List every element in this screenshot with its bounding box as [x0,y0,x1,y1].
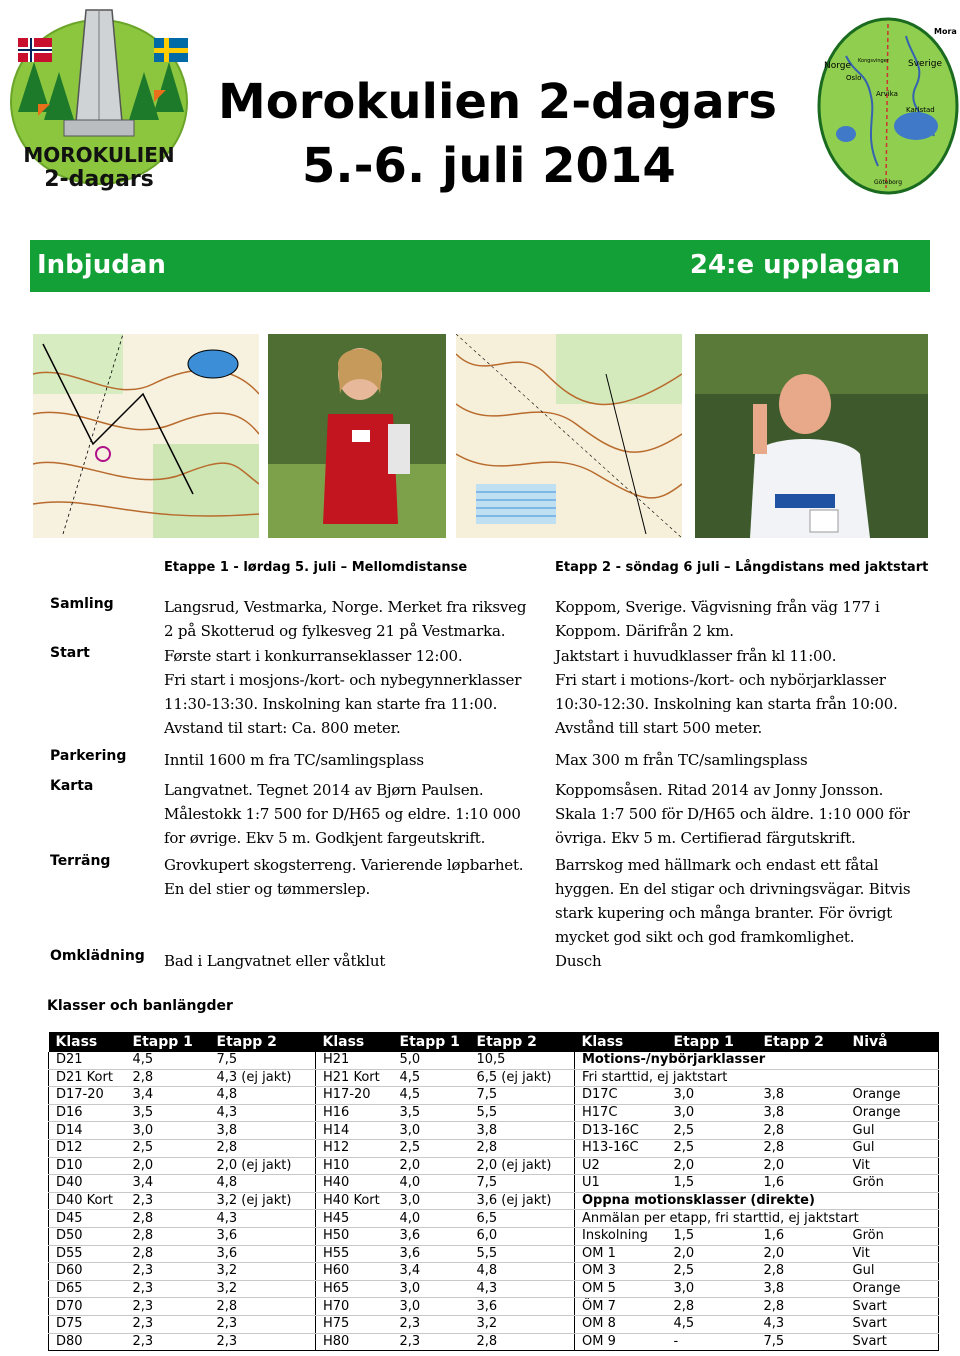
table-cell: U2 [575,1157,667,1175]
klasser-heading: Klasser och banlängder [47,998,233,1014]
label-karta: Karta [50,778,94,794]
table-cell: Orange [846,1280,939,1298]
banner [30,240,930,292]
table-cell: 2,8 [210,1139,316,1157]
table-row [49,1333,939,1351]
table-header-cell: Klass [575,1032,667,1052]
table-cell: 4,5 [393,1087,470,1105]
table-cell: Grön [846,1175,939,1193]
table-cell: 3,0 [667,1280,757,1298]
table-cell: 3,5 [126,1104,210,1122]
table-cell: 2,0 [126,1157,210,1175]
table-cell: Inskolning [575,1227,667,1245]
table-cell: Vit [846,1157,939,1175]
table-header-row [49,1032,939,1052]
table-cell: 3,4 [126,1175,210,1193]
table-cell: 3,8 [470,1122,575,1140]
label-samling: Samling [50,596,114,612]
runner-man-photo [695,334,928,538]
table-cell: 2,8 [757,1122,846,1140]
table-cell: 3,0 [393,1122,470,1140]
table-row [49,1139,939,1157]
map-label-norge: Norge [824,61,852,71]
table-cell: 4,5 [126,1052,210,1069]
table-row [49,1157,939,1175]
table-cell: 4,8 [210,1175,316,1193]
table-cell: H70 [316,1298,393,1316]
table-cell: H17C [575,1104,667,1122]
label-parkering: Parkering [50,748,127,764]
table-cell: 4,3 [757,1315,846,1333]
map-label-oslo: Oslo [846,74,862,82]
table-cell: 3,2 (ej jakt) [210,1192,316,1210]
table-cell: D80 [49,1333,126,1351]
map-label-karlstad: Karlstad [906,106,935,114]
table-cell: 7,5 [757,1333,846,1351]
table-cell: 3,8 [210,1122,316,1140]
table-cell: 3,6 [393,1227,470,1245]
table-row [49,1122,939,1140]
map-label-arvika: Arvika [876,90,898,98]
etapp2-heading: Etapp 2 - söndag 6 juli – Långdistans med jaktstart [555,560,929,575]
table-row [49,1087,939,1105]
table-cell: ÖM 9 [575,1333,667,1351]
table-cell: 2,0 [667,1245,757,1263]
table-cell: Gul [846,1122,939,1140]
table-cell: H75 [316,1315,393,1333]
page-title-line-2: 5.-6. juli 2014 [302,138,676,194]
table-cell: 2,8 [210,1298,316,1316]
table-cell: 2,0 [393,1157,470,1175]
etapp2-karta: Koppomsåsen. Ritad 2014 av Jonny Jonsson. Skala 1:7 500 för D/H65 och äldre. 1:10 000 för övriga. Ekv 5 m. Certifierad färgutskrift. [555,781,910,847]
etappe1-parkering: Inntil 1600 m fra TC/samlingsplass [164,751,424,769]
table-cell: 2,5 [393,1139,470,1157]
table-cell: H65 [316,1280,393,1298]
table-cell: 3,0 [667,1087,757,1105]
table-cell: 2,8 [757,1139,846,1157]
table-row [49,1227,939,1245]
table-cell: 7,5 [470,1087,575,1105]
table-cell: Gul [846,1139,939,1157]
etappe1-terrang: Grovkupert skogsterreng. Varierende løpbarhet. En del stier og tømmerslep. [164,856,524,898]
table-row [49,1263,939,1281]
table-cell: 2,3 [393,1315,470,1333]
table-section-note: Fri starttid, ej jaktstart [575,1069,939,1087]
table-section-note: Anmälan per etapp, fri starttid, ej jaktstart [575,1210,939,1228]
table-header-cell: Etapp 1 [667,1032,757,1052]
table-cell: 2,3 [126,1333,210,1351]
table-cell: ÖM 1 [575,1245,667,1263]
table-cell: H45 [316,1210,393,1228]
table-cell: Orange [846,1104,939,1122]
table-cell: 2,0 [667,1157,757,1175]
table-cell: D16 [49,1104,126,1122]
table-row [49,1104,939,1122]
table-row [49,1175,939,1193]
table-cell: D10 [49,1157,126,1175]
table-cell: 3,6 (ej jakt) [470,1192,575,1210]
table-cell: 2,8 [126,1227,210,1245]
table-cell: 2,8 [757,1298,846,1316]
table-header-cell: Etapp 2 [470,1032,575,1052]
table-cell: U1 [575,1175,667,1193]
table-cell: 2,5 [667,1122,757,1140]
table-cell: 1,6 [757,1175,846,1193]
etapp2-start: Jaktstart i huvudklasser från kl 11:00. Fri start i motions-/kort- och nybörjarklasser 10:30-12:30. Inskolning kan starta från 10:00. Avstånd till start 500 meter. [555,647,898,737]
table-cell: D21 Kort [49,1069,126,1087]
table-cell: 7,5 [470,1175,575,1193]
table-cell: D40 Kort [49,1192,126,1210]
table-cell: 2,0 (ej jakt) [470,1157,575,1175]
table-cell: Orange [846,1087,939,1105]
table-cell: D17-20 [49,1087,126,1105]
table-cell: 2,3 [126,1315,210,1333]
table-row [49,1052,939,1069]
table-cell: D45 [49,1210,126,1228]
table-cell: 4,3 (ej jakt) [210,1069,316,1087]
table-header-cell: Etapp 2 [210,1032,316,1052]
table-cell: Svart [846,1333,939,1351]
table-cell: H21 Kort [316,1069,393,1087]
table-cell: 4,0 [393,1210,470,1228]
table-cell: H21 [316,1052,393,1069]
table-cell: H40 Kort [316,1192,393,1210]
table-cell: D60 [49,1263,126,1281]
table-cell: 2,3 [393,1333,470,1351]
table-cell: 5,0 [393,1052,470,1069]
etappe1-samling: Langsrud, Vestmarka, Norge. Merket fra riksveg 2 på Skotterud og fylkesveg 21 på Vestmarka. [164,598,527,640]
table-cell: 2,0 (ej jakt) [210,1157,316,1175]
etappe1-heading: Etappe 1 - lørdag 5. juli – Mellomdistanse [164,560,468,575]
table-cell: 4,0 [393,1175,470,1193]
logo-text-2: 2-dagars [44,167,154,192]
table-row [49,1315,939,1333]
table-cell: 5,5 [470,1104,575,1122]
table-header-cell: Etapp 2 [757,1032,846,1052]
table-cell: 2,3 [210,1315,316,1333]
table-cell: 2,8 [470,1139,575,1157]
table-cell: 2,8 [667,1298,757,1316]
table-cell: 2,5 [667,1139,757,1157]
table-cell: H12 [316,1139,393,1157]
table-cell: D13-16C [575,1122,667,1140]
etappe1-start: Første start i konkurranseklasser 12:00. Fri start i mosjons-/kort- och nybegynnerklasser 11:30-13:30. Inskolning kan starte fra 11:00. Avstand til start: Ca. 800 meter. [164,647,522,737]
table-cell: D75 [49,1315,126,1333]
etappe1-karta: Langvatnet. Tegnet 2014 av Bjørn Paulsen. Målestokk 1:7 500 for D/H65 og eldre. 1:10 000 for øvrige. Ekv 5 m. Godkjent fargeutskrift. [164,781,521,847]
etappe1-omkladning: Bad i Langvatnet eller våtklut [164,952,386,970]
table-cell: 3,2 [210,1263,316,1281]
table-cell: 2,8 [126,1069,210,1087]
label-start: Start [50,645,90,661]
table-cell: 4,8 [210,1087,316,1105]
table-cell: 2,0 [757,1157,846,1175]
table-cell: 1,6 [757,1227,846,1245]
map-label-kongsvinger: Kongsvinger [858,58,889,64]
table-cell: ÖM 3 [575,1263,667,1281]
table-cell: 3,8 [757,1087,846,1105]
table-cell: 4,3 [210,1210,316,1228]
table-cell: 1,5 [667,1175,757,1193]
table-cell: 3,4 [393,1263,470,1281]
orienteering-map-photo-2 [456,334,682,538]
table-cell: 3,6 [393,1245,470,1263]
map-label-goteborg: Göteborg [874,179,903,186]
table-row [49,1192,939,1210]
table-cell: D12 [49,1139,126,1157]
table-cell: D40 [49,1175,126,1193]
table-cell: 4,3 [210,1104,316,1122]
table-cell: - [667,1333,757,1351]
table-cell: 4,8 [470,1263,575,1281]
label-omkladning: Omklädning [50,948,145,964]
table-cell: 2,3 [126,1298,210,1316]
table-cell: 6,5 (ej jakt) [470,1069,575,1087]
table-cell: 1,5 [667,1227,757,1245]
table-cell: Svart [846,1315,939,1333]
table-cell: 3,6 [470,1298,575,1316]
table-cell: 10,5 [470,1052,575,1069]
table-cell: D65 [49,1280,126,1298]
table-row [49,1245,939,1263]
table-cell: 2,3 [210,1333,316,1351]
table-cell: 2,8 [126,1210,210,1228]
etapp2-terrang: Barrskog med hällmark och endast ett fåtal hyggen. En del stigar och drivningsvägar. Bitvis stark kupering och många branter. För övrigt mycket god sikt och god framkomlighet. [555,856,911,946]
table-cell: 3,2 [470,1315,575,1333]
table-cell: 3,0 [393,1192,470,1210]
table-cell: H55 [316,1245,393,1263]
map-label-sverige: Sverige [908,59,943,69]
table-cell: 3,4 [126,1087,210,1105]
table-cell: 5,5 [470,1245,575,1263]
table-cell: 2,8 [757,1263,846,1281]
etapp2-samling: Koppom, Sverige. Vägvisning från väg 177 i Koppom. Därifrån 2 km. [555,598,880,640]
region-map [816,16,960,196]
table-cell: D21 [49,1052,126,1069]
table-row [49,1069,939,1087]
table-cell: 6,0 [470,1227,575,1245]
table-cell: D14 [49,1122,126,1140]
runner-girl-photo [268,334,446,538]
label-terrang: Terräng [50,853,111,869]
table-cell: Svart [846,1298,939,1316]
table-cell: 3,0 [126,1122,210,1140]
table-cell: H50 [316,1227,393,1245]
etapp2-parkering: Max 300 m från TC/samlingsplass [555,751,808,769]
etapp2-omkladning: Dusch [555,952,602,970]
table-cell: 3,0 [393,1280,470,1298]
table-cell: 4,3 [470,1280,575,1298]
map-label-mora: Mora [934,27,957,36]
table-cell: 3,0 [393,1298,470,1316]
class-table [48,1032,939,1351]
logo-text-1: MOROKULIEN [23,143,175,167]
table-cell: Gul [846,1263,939,1281]
table-cell: 3,8 [757,1280,846,1298]
table-cell: 6,5 [470,1210,575,1228]
table-row [49,1298,939,1316]
table-cell: 4,5 [393,1069,470,1087]
table-cell: 3,2 [210,1280,316,1298]
table-cell: H40 [316,1175,393,1193]
orienteering-map-photo-1 [33,334,259,538]
table-cell: 3,0 [667,1104,757,1122]
table-header-cell: Nivå [846,1032,939,1052]
table-cell: H13-16C [575,1139,667,1157]
table-cell: D55 [49,1245,126,1263]
table-cell: 7,5 [210,1052,316,1069]
page-title-line-1: Morokulien 2-dagars [218,74,777,130]
table-row [49,1210,939,1228]
table-cell: 2,3 [126,1263,210,1281]
table-cell: H14 [316,1122,393,1140]
table-body [49,1052,939,1351]
table-cell: H60 [316,1263,393,1281]
table-cell: ÖM 5 [575,1280,667,1298]
table-cell: Grön [846,1227,939,1245]
table-row [49,1280,939,1298]
table-cell: 2,3 [126,1192,210,1210]
table-cell: 3,8 [757,1104,846,1122]
table-section-heading: Motions-/nybörjarklasser [575,1052,939,1069]
table-cell: 3,6 [210,1227,316,1245]
banner-edition: 24:e upplagan [689,250,900,280]
table-cell: ÖM 7 [575,1298,667,1316]
table-cell: 3,6 [210,1245,316,1263]
table-cell: H80 [316,1333,393,1351]
table-cell: 2,0 [757,1245,846,1263]
banner-title: Inbjudan [37,250,166,280]
table-section-heading: Öppna motionsklasser (direkte) [575,1192,939,1210]
table-header-cell: Klass [49,1032,126,1052]
table-cell: D17C [575,1087,667,1105]
table-cell: D70 [49,1298,126,1316]
table-cell: 3,5 [393,1104,470,1122]
table-cell: 2,5 [667,1263,757,1281]
table-cell: Vit [846,1245,939,1263]
table-cell: H16 [316,1104,393,1122]
table-cell: 4,5 [667,1315,757,1333]
table-header-cell: Klass [316,1032,393,1052]
table-cell: ÖM 8 [575,1315,667,1333]
table-cell: 2,8 [126,1245,210,1263]
table-cell: 2,3 [126,1280,210,1298]
table-header-cell: Etapp 1 [126,1032,210,1052]
table-cell: H10 [316,1157,393,1175]
table-cell: 2,5 [126,1139,210,1157]
morokulien-logo [4,2,194,192]
table-cell: D50 [49,1227,126,1245]
table-cell: H17-20 [316,1087,393,1105]
table-header-cell: Etapp 1 [393,1032,470,1052]
table-cell: 2,8 [470,1333,575,1351]
